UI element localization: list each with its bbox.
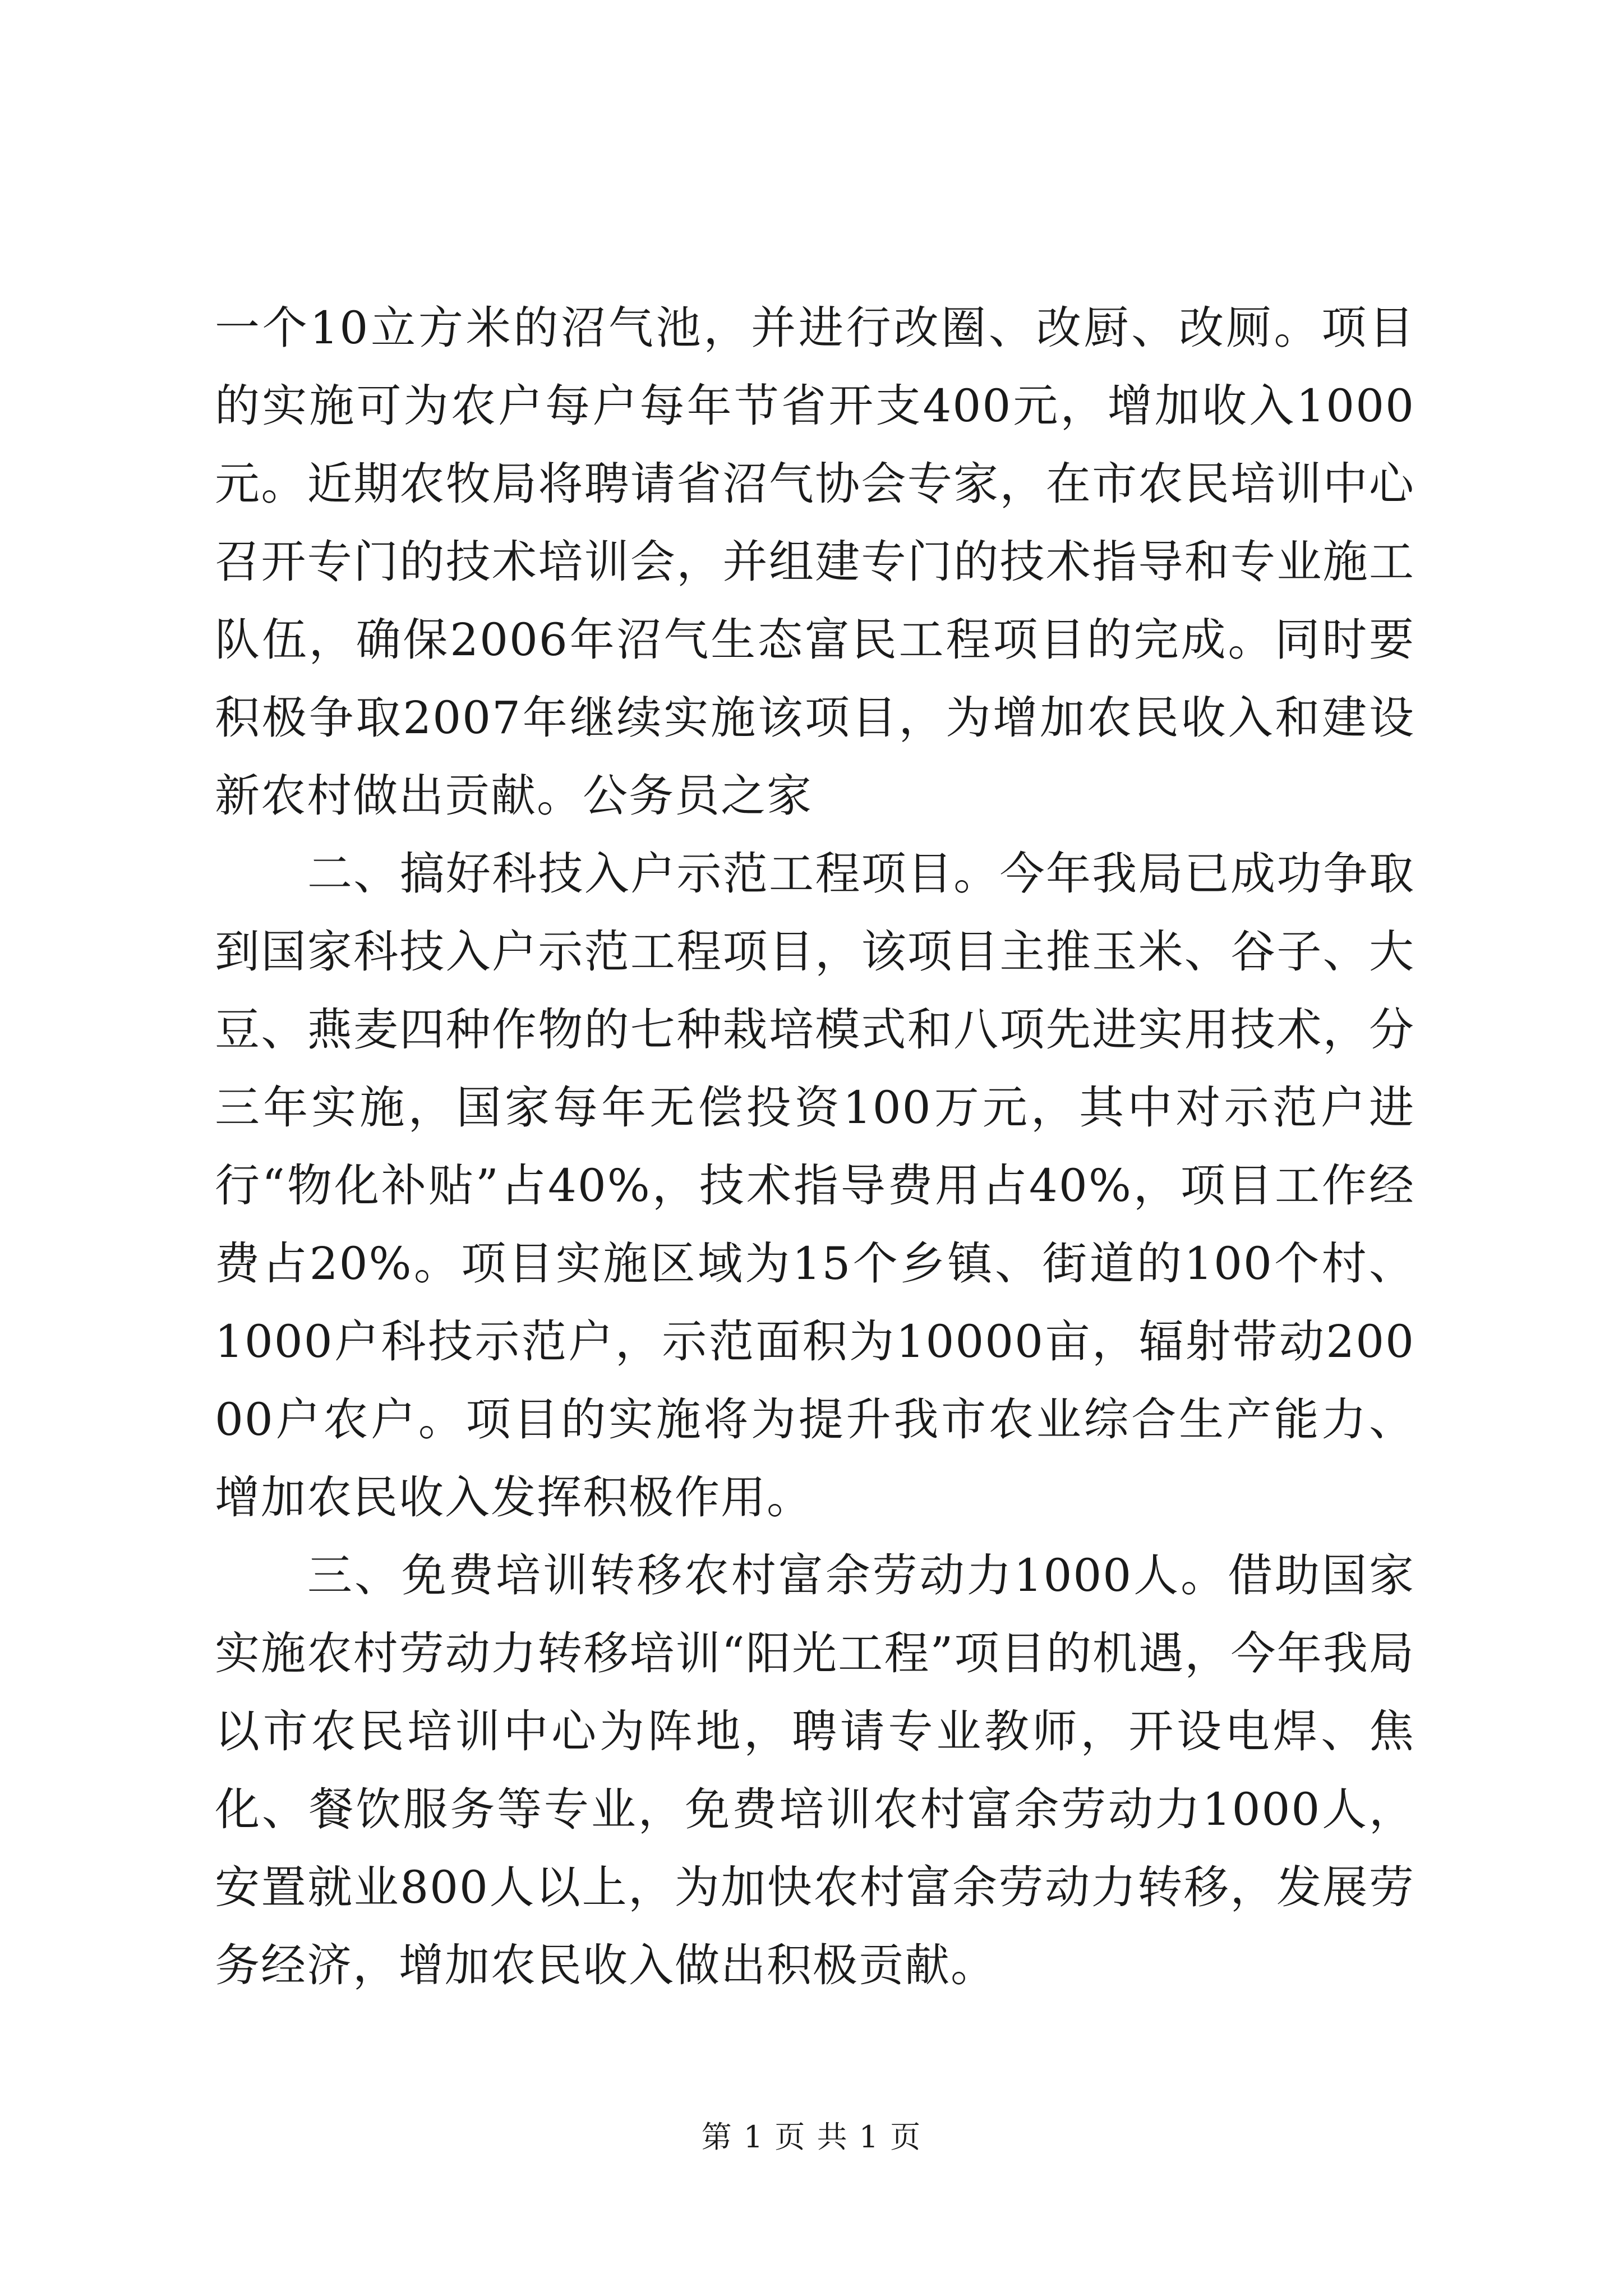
page-number-footer: 第 1 页 共 1 页 <box>701 2119 922 2155</box>
document-body <box>215 289 1415 2004</box>
paragraph-section-3: 三、免费培训转移农村富余劳动力1000人。借助国家实施农村劳动力转移培训“阳光工程”项目的机遇，今年我局以市农民培训中心为阵地，聘请专业教师，开设电焊、焦化、餐饮服务等专业，免费培训农村富余劳动力1000人，安置就业800人以上，为加快农村富余劳动力转移，发展劳务经济，增加农民收入做出积极贡献。 <box>215 1549 1415 1991</box>
paragraph-section-2: 二、搞好科技入户示范工程项目。今年我局已成功争取到国家科技入户示范工程项目，该项目主推玉米、谷子、大豆、燕麦四种作物的七种栽培模式和八项先进实用技术，分三年实施，国家每年无偿投资100万元，其中对示范户进行“物化补贴”占40%，技术指导费用占40%，项目工作经费占20%。项目实施区域为15个乡镇、街道的100个村、1000户科技示范户，示范面积为10000亩，辐射带动20000户农户。项目的实施将为提升我市农业综合生产能力、增加农民收入发挥积极作用。 <box>215 848 1415 1524</box>
paragraph-continuation: 一个10立方米的沼气池，并进行改圈、改厨、改厕。项目的实施可为农户每户每年节省开支400元，增加收入1000元。近期农牧局将聘请省沼气协会专家，在市农民培训中心召开专门的技术培训会，并组建专门的技术指导和专业施工队伍，确保2006年沼气生态富民工程项目的完成。同时要积极争取2007年继续实施该项目，为增加农民收入和建设新农村做出贡献。公务员之家 <box>215 302 1415 822</box>
